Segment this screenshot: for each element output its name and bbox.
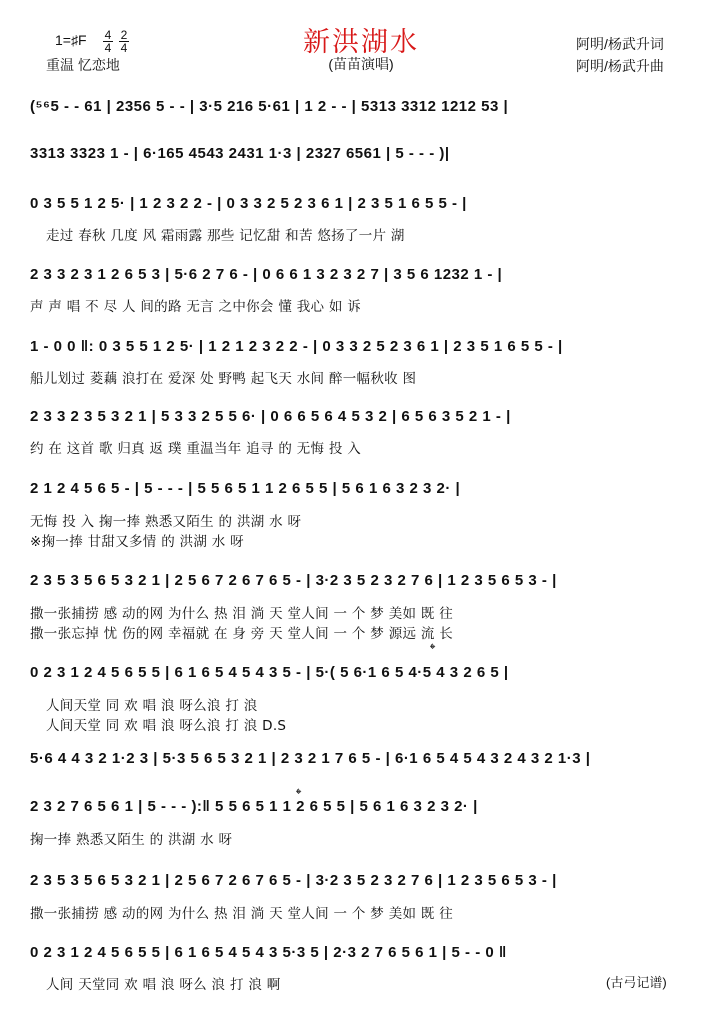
song-title: 新洪湖水 [303, 27, 419, 57]
transcriber-credit: (古弓记谱) [606, 975, 667, 990]
lyricist: 阿明/杨武升词 [576, 36, 664, 52]
lyric-line: 人间天堂 同 欢 唱 浪 呀么浪 打 浪 D.S [46, 718, 287, 734]
notation-row: 0 2 3 1 2 4 5 6 5 5 | 6 1 6 5 4 5 4 3 5 - | 5·( 5 6·1 6 5 4·5 4 3 2 6 5 | [30, 664, 509, 681]
composer: 阿明/杨武升曲 [576, 58, 664, 74]
performer: (苗苗演唱) [328, 56, 394, 72]
key-signature: 1=♯F [55, 32, 87, 48]
time-signature-2: 2 4 [120, 28, 128, 55]
lyric-line: 撒一张捕捞 感 动的网 为什么 热 泪 淌 天 堂人间 一 个 梦 美如 既 往 [30, 606, 454, 622]
time-signature-1: 4 4 [104, 28, 112, 55]
notation-row: 2 1 2 4 5 6 5 - | 5 - - - | 5 5 6 5 1 1 2 6 5 5 | 5 6 1 6 3 2 3 2· | [30, 480, 461, 497]
mood-marking: 重温 忆恋地 [46, 57, 120, 73]
notation-row: 5·6 4 4 3 2 1·2 3 | 5·3 5 6 5 3 2 1 | 2 3 2 1 7 6 5 - | 6·1 6 5 4 5 4 3 2 4 3 2 1·3 | [30, 750, 591, 767]
lyric-line: ※掬一捧 甘甜又多情 的 洪湖 水 呀 [30, 534, 244, 550]
notation-row: 0 3 5 5 1 2 5· | 1 2 3 2 2 - | 0 3 3 2 5 2 3 6 1 | 2 3 5 1 6 5 5 - | [30, 195, 467, 212]
notation-row: 0 2 3 1 2 4 5 6 5 5 | 6 1 6 5 4 5 4 3 5·3 5 | 2·3 2 7 6 5 6 1 | 5 - - 0 ‖ [30, 944, 507, 961]
lyric-line: 人间天堂 同 欢 唱 浪 呀么浪 打 浪 [46, 698, 258, 714]
coda-icon: 𝄌 [430, 641, 436, 658]
notation-row: 2 3 2 7 6 5 6 1 | 5 - - - ):‖ 5 5 6 5 1 1 2 6 5 5 | 5 6 1 6 3 2 3 2· | [30, 798, 478, 815]
lyric-line: 声 声 唱 不 尽 人 间的路 无言 之中你会 懂 我心 如 诉 [30, 299, 362, 315]
notation-row: 2 3 3 2 3 5 3 2 1 | 5 3 3 2 5 5 6· | 0 6 6 5 6 4 5 3 2 | 6 5 6 3 5 2 1 - | [30, 408, 511, 425]
lyric-line: 船儿划过 菱藕 浪打在 爱深 处 野鸭 起飞天 水间 醉一幅秋收 图 [30, 371, 417, 387]
lyric-line: 约 在 这首 歌 归真 返 璞 重温当年 追寻 的 无悔 投 入 [30, 441, 362, 457]
lyric-line: 撒一张忘掉 忧 伤的网 幸福就 在 身 旁 天 堂人间 一 个 梦 源远 流 长 [30, 626, 454, 642]
lyric-line: 无悔 投 入 掬一捧 熟悉又陌生 的 洪湖 水 呀 [30, 514, 302, 530]
notation-row: 1 - 0 0 ‖: 0 3 5 5 1 2 5· | 1 2 1 2 3 2 2 - | 0 3 3 2 5 2 3 6 1 | 2 3 5 1 6 5 5 - | [30, 338, 563, 355]
notation-row: (⁵⁶5 - - 61 | 2356 5 - - | 3·5 216 5·61 | 1 2 - - | 5313 3312 1212 53 | [30, 98, 509, 115]
lyric-line: 走过 春秋 几度 风 霜雨露 那些 记忆甜 和苦 悠扬了一片 湖 [46, 228, 405, 244]
lyric-line: 掬一捧 熟悉又陌生 的 洪湖 水 呀 [30, 832, 233, 848]
lyric-line: 人间 天堂同 欢 唱 浪 呀么 浪 打 浪 啊 [46, 977, 281, 993]
notation-row: 2 3 3 2 3 1 2 6 5 3 | 5·6 2 7 6 - | 0 6 6 1 3 2 3 2 7 | 3 5 6 1232 1 - | [30, 266, 503, 283]
notation-row: 2 3 5 3 5 6 5 3 2 1 | 2 5 6 7 2 6 7 6 5 - | 3·2 3 5 2 3 2 7 6 | 1 2 3 5 6 5 3 - | [30, 572, 557, 589]
notation-row: 3313 3323 1 - | 6·165 4543 2431 1·3 | 2327 6561 | 5 - - - )| [30, 145, 450, 162]
coda-icon: 𝄌 [296, 786, 302, 803]
notation-row: 2 3 5 3 5 6 5 3 2 1 | 2 5 6 7 2 6 7 6 5 - | 3·2 3 5 2 3 2 7 6 | 1 2 3 5 6 5 3 - | [30, 872, 557, 889]
lyric-line: 撒一张捕捞 感 动的网 为什么 热 泪 淌 天 堂人间 一 个 梦 美如 既 往 [30, 906, 454, 922]
